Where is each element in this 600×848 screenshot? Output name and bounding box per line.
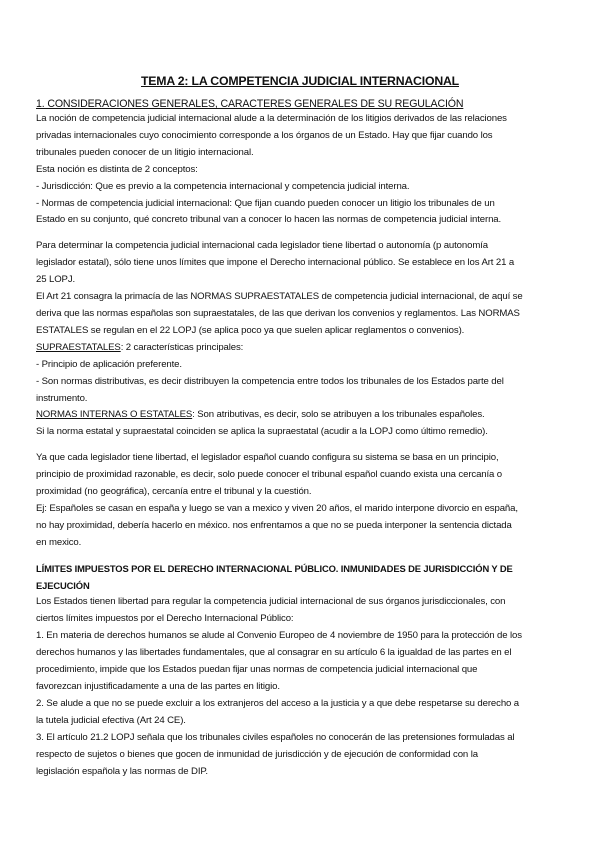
paragraph-coincidencia: Si la norma estatal y supraestatal coinciden se aplica la supraestatal (acudir a la LOPJ como último remedio). xyxy=(36,426,488,438)
paragraph-jurisdiccion: - Jurisdicción: Que es previo a la competencia internacional y competencia judicial interna. xyxy=(36,180,410,192)
normas-internas-label: NORMAS INTERNAS O ESTATALES xyxy=(36,409,193,421)
page-title: TEMA 2: LA COMPETENCIA JUDICIAL INTERNACIONAL xyxy=(140,74,459,88)
paragraph-proximidad: Ya que cada legislador tiene libertad, el legislador español cuando configura su sistema se basa en un principio, principio de proximidad razonable, es decir, solo puede conocer el tribunal español cuando exista una cercanía o proximidad (no geográfica), cercanía entre el tribunal y la cuestión. xyxy=(36,452,503,498)
supraestatales-label: SUPRAESTATALES xyxy=(36,341,121,353)
paragraph-aplicacion-preferente: - Principio de aplicación preferente. xyxy=(36,358,182,370)
paragraph-normas-internas: NORMAS INTERNAS O ESTATALES: Son atributivas, es decir, solo se atribuyen a los tribunales españoles. xyxy=(36,409,485,421)
section-heading-1: 1. CONSIDERACIONES GENERALES, CARACTERES GENERALES DE SU REGULACIÓN xyxy=(36,98,464,110)
document-page xyxy=(36,74,564,780)
paragraph-normas-competencia: - Normas de competencia judicial internacional: Que fijan cuando pueden conocer un litigio los tribunales de un Estado en su conjunto, qué concreto tribunal van a conocer lo hacen las normas de competencia judicial interna. xyxy=(36,197,502,226)
paragraph-art21: El Art 21 consagra la primacía de las NORMAS SUPRAESTATALES de competencia judicial internacional, de aquí se deriva que las normas españolas son supraestatales, de las que derivan los convenios y reglamentos. Las NORMAS ESTATALES se regulan en el 22 LOPJ (se aplica poco ya que suelen aplicar reglamentos o convenios). xyxy=(36,291,523,336)
section-heading-2: LÍMITES IMPUESTOS POR EL DERECHO INTERNACIONAL PÚBLICO. INMUNIDADES DE JURISDICCIÓN Y DE EJECUCIÓN xyxy=(36,562,513,591)
paragraph-acceso-justicia: 2. Se alude a que no se puede excluir a los extranjeros del acceso a la justicia y a que debe respetarse su derecho a la tutela judicial efectiva (Art 24 CE). xyxy=(36,697,520,726)
paragraph-supraestatales: SUPRAESTATALES: 2 características principales: xyxy=(36,341,244,353)
paragraph-inmunidad: 3. El artículo 21.2 LOPJ señala que los tribunales civiles españoles no conocerán de las pretensiones formuladas al respecto de sujetos o bienes que gocen de inmunidad de jurisdicción y de ejecución de conformidad con la legislación española y las normas de DIP. xyxy=(36,731,515,777)
paragraph-concepts-intro: Esta noción es distinta de 2 conceptos: xyxy=(36,163,198,175)
paragraph-distributivas: - Son normas distributivas, es decir distribuyen la competencia entre todos los tribunales de los Estados parte del instrumento. xyxy=(36,375,504,404)
paragraph-limites-intro: Los Estados tienen libertad para regular la competencia judicial internacional de sus órganos jurisdiccionales, con ciertos límites impuestos por el Derecho Internacional Público: xyxy=(36,596,506,625)
paragraph-ejemplo: Ej: Españoles se casan en españa y luego se van a mexico y viven 20 años, el marido interpone divorcio en españa, no hay proximidad, debería hacerlo en méxico. nos enfrentamos a que no se pueda interponer la sentencia dictada en mexico. xyxy=(36,502,518,548)
paragraph-definition: La noción de competencia judicial internacional alude a la determinación de los litigios derivados de las relaciones privadas internacionales cuyo conocimiento corresponde a los órganos de un Estado. Hay que fijar cuando los tribunales pueden conocer de un litigio internacional. xyxy=(36,113,507,158)
paragraph-autonomia: Para determinar la competencia judicial internacional cada legislador tiene libertad o autonomía (p autonomía legislador estatal), sólo tiene unos límites que impone el Derecho internacional público. Se establece en los Art 21 a 25 LOPJ. xyxy=(36,240,515,286)
paragraph-derechos-humanos: 1. En materia de derechos humanos se alude al Convenio Europeo de 4 noviembre de 1950 para la protección de los derechos humanos y las libertades fundamentales, que al consagrar en su artículo 6 la igualdad de las partes en el procedimiento, impide que los Estados puedan fijar unas normas de competencia judicial internacional que favorezcan injustificadamente a una de las partes en litigio. xyxy=(36,630,522,692)
